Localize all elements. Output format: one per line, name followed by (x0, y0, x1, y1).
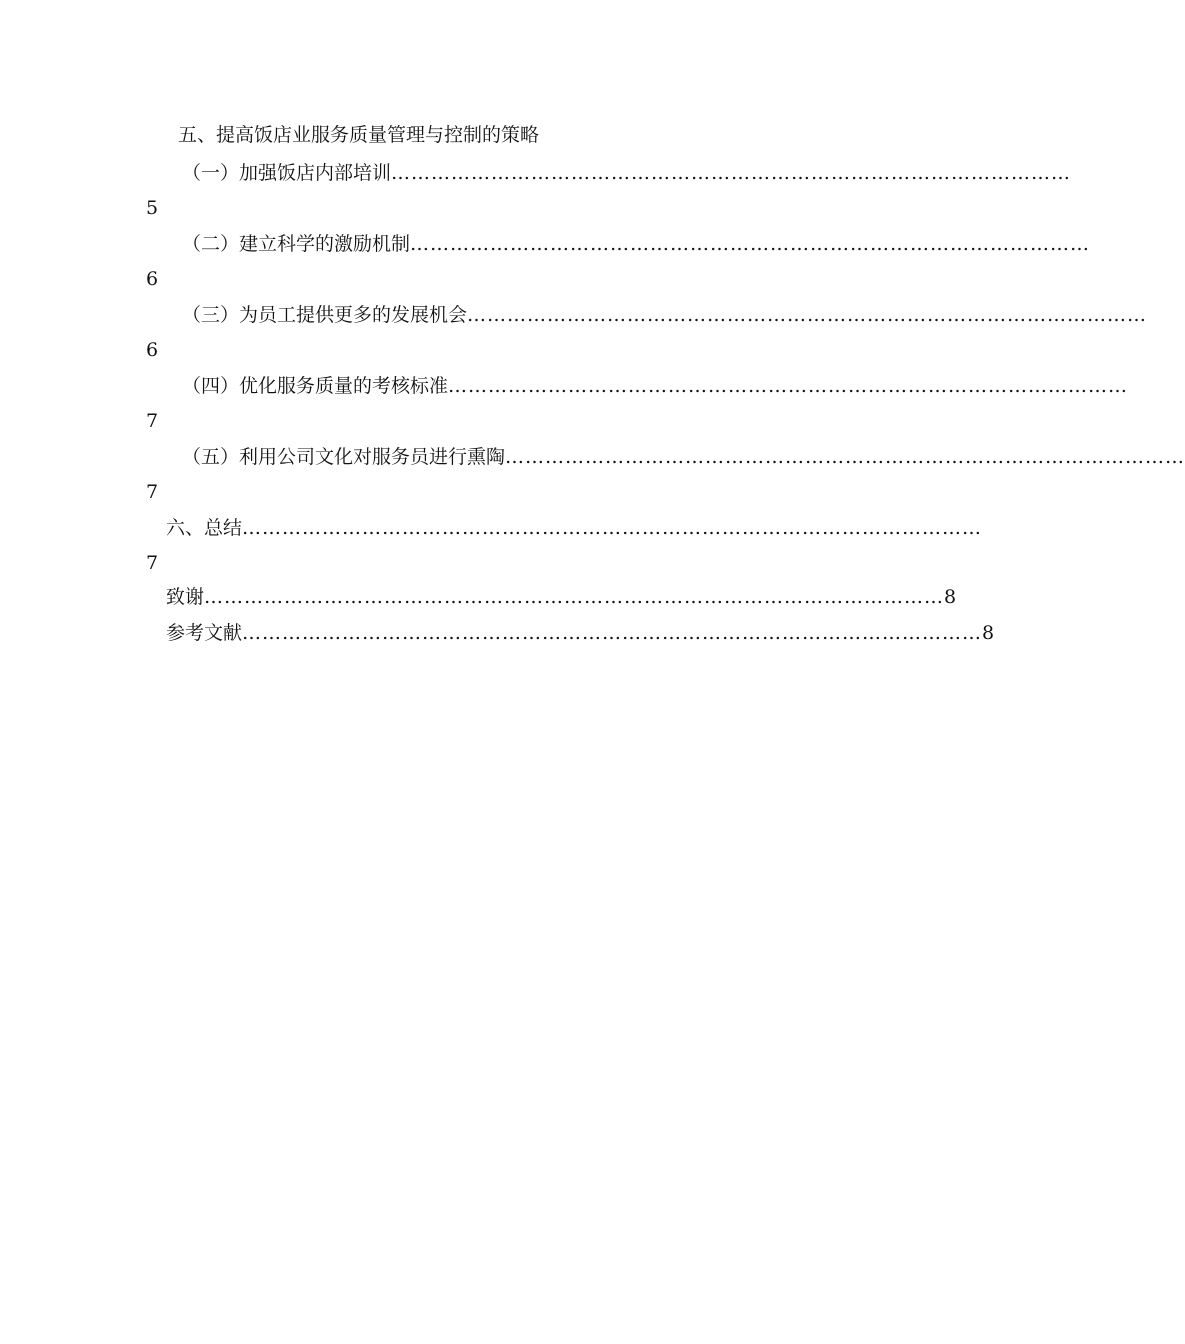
toc-leader-dots: ………………………………………………………………………………………………… (204, 586, 945, 608)
toc-leader-dots: ………………………………………………………………………………………… (410, 233, 1091, 255)
toc-leader-dots: ………………………………………………………………………………………… (505, 446, 1185, 468)
toc-entry-label: （五）利用公司文化对服务员进行熏陶 (182, 446, 506, 468)
toc-entry[interactable] (182, 231, 1091, 257)
toc-leader-dots: ………………………………………………………………………………………… (448, 375, 1129, 397)
toc-entry[interactable] (182, 373, 1129, 399)
toc-entry-references[interactable] (166, 620, 995, 646)
toc-page-number: 5 (146, 197, 159, 219)
toc-page-number: 8 (982, 622, 995, 644)
toc-page-number: 6 (146, 268, 159, 290)
toc-entry[interactable] (182, 302, 1148, 328)
toc-page-number: 8 (944, 586, 957, 608)
toc-entry-label: 六、总结 (166, 517, 243, 539)
toc-page-number: 7 (146, 552, 159, 574)
toc-entry-label: （一）加强饭店内部培训 (182, 162, 392, 184)
toc-entry[interactable] (182, 444, 1185, 470)
toc-entry-label: 参考文献 (166, 622, 243, 644)
toc-leader-dots: ………………………………………………………………………………………… (467, 304, 1148, 326)
toc-page-number: 7 (146, 410, 159, 432)
toc-entry-label: 致谢 (166, 586, 205, 608)
toc-leader-dots: ………………………………………………………………………………………… (391, 162, 1072, 184)
toc-entry[interactable] (182, 160, 1072, 186)
toc-leader-dots: ………………………………………………………………………………………………… (242, 622, 983, 644)
toc-entry-label: （二）建立科学的激励机制 (182, 233, 411, 255)
toc-leader-dots: ………………………………………………………………………………………………… (242, 517, 983, 539)
toc-entry-label: （三）为员工提供更多的发展机会 (182, 304, 468, 326)
toc-entry-label: （四）优化服务质量的考核标准 (182, 375, 449, 397)
toc-page-number: 7 (146, 481, 159, 503)
toc-page-number: 6 (146, 339, 159, 361)
toc-heading-section-5[interactable]: 五、提高饭店业服务质量管理与控制的策略 (178, 124, 540, 146)
toc-entry-acknowledgement[interactable] (166, 584, 957, 610)
toc-entry-section-6[interactable] (166, 515, 983, 541)
